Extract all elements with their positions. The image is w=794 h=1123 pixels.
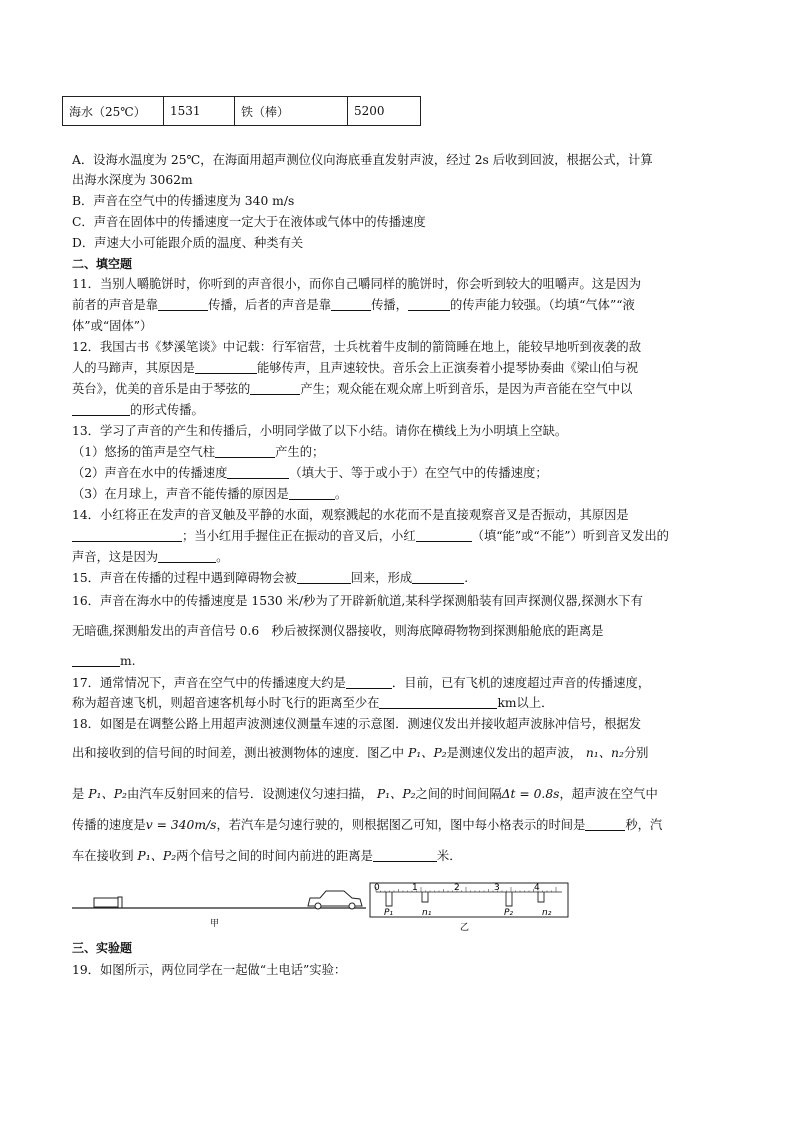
q18-line2 bbox=[72, 745, 648, 761]
q12-text: 人的马蹄声，其原因是 bbox=[72, 361, 195, 375]
pulse-label-n1: n₁ bbox=[422, 908, 432, 918]
pulse-label-p2: P₂ bbox=[504, 908, 514, 918]
q17-text: 称为超音速飞机，则超音速客机每小时飞行的距离至少在 bbox=[72, 696, 380, 710]
q15 bbox=[72, 570, 468, 586]
q11-line3: 体”或“固体”） bbox=[72, 319, 153, 333]
tick-label-4: 4 bbox=[534, 883, 540, 893]
q12-line1: 12．我国古书《梦溪笔谈》中记载：行军宿营，士兵枕着牛皮制的箭筒睡在地上，能较早地听到夜袭的敌 bbox=[72, 340, 642, 354]
answer-blank[interactable] bbox=[416, 529, 472, 542]
q12-line4 bbox=[72, 402, 204, 418]
q18-formula: v = 340m/s bbox=[145, 818, 217, 832]
q18-text: ，若汽车是匀速行驶的，则根据图乙可知，图中每小格表示的时间是 bbox=[216, 818, 586, 832]
answer-blank[interactable] bbox=[373, 849, 437, 862]
q14-line3 bbox=[72, 549, 228, 565]
q19-line1: 19．如图所示，两位同学在一起做“土电话”实验： bbox=[72, 963, 347, 977]
section-heading-experiment: 三、实验题 bbox=[72, 941, 133, 955]
figure-label-jia: 甲 bbox=[210, 919, 220, 929]
answer-blank[interactable] bbox=[346, 676, 392, 689]
q18-text: 分别 bbox=[623, 746, 649, 760]
q16-line2: 无暗礁,探测船发出的声音信号 0.6 秒后被探测仪器接收，则海底障碍物物到探测船舱底的距离是 bbox=[72, 624, 604, 638]
q13-text: （填大于、等于或小于）在空气中的传播速度； bbox=[289, 466, 548, 480]
q16-line3 bbox=[72, 653, 136, 669]
answer-blank[interactable] bbox=[408, 298, 450, 311]
answer-blank[interactable] bbox=[297, 571, 351, 584]
q10-option-a-line1: A．设海水温度为 25℃，在海面用超声测位仪向海底垂直发射声波，经过 2s 后收到回波，根据公式，计算 bbox=[72, 153, 653, 167]
q18-text: 由汽车反射回来的信号．设测速仪匀速扫描， bbox=[126, 787, 373, 801]
q15-text: 回来，形成 bbox=[350, 571, 413, 585]
table-cell: 铁（棒） bbox=[235, 97, 348, 126]
q15-text: . bbox=[464, 571, 469, 585]
q15-text: 15．声音在传播的过程中遇到障碍物会被 bbox=[72, 571, 297, 585]
q10-option-b: B．声音在空气中的传播速度为 340 m/s bbox=[72, 194, 295, 208]
q18-text: 是测速仪发出的超声波， bbox=[446, 746, 582, 760]
q18-symbol: n₁、n₂ bbox=[585, 746, 624, 760]
tick-label-0: 0 bbox=[374, 883, 380, 893]
answer-blank[interactable] bbox=[158, 298, 208, 311]
q18-text: 车在接收到 bbox=[72, 849, 134, 863]
q18-text: 之间的时间间隔 bbox=[415, 787, 502, 801]
q18-text: 两个信号之间的时间内前进的距离是 bbox=[176, 849, 373, 863]
answer-blank[interactable] bbox=[250, 382, 300, 395]
table-row bbox=[63, 97, 421, 126]
q11-text: 传播，后者的声音是靠 bbox=[208, 298, 332, 312]
q17-line2 bbox=[72, 695, 553, 711]
figure-label-yi: 乙 bbox=[460, 923, 470, 932]
q11-line2 bbox=[72, 297, 635, 313]
table-cell: 5200 bbox=[348, 97, 421, 126]
q12-line3 bbox=[72, 381, 632, 397]
q18-symbol: P₁、P₂ bbox=[88, 787, 127, 801]
answer-blank[interactable] bbox=[289, 487, 335, 500]
q18-text: 秒，汽 bbox=[625, 818, 663, 832]
section-heading-fill-blank: 二、填空题 bbox=[72, 257, 133, 271]
q16-line1: 16．声音在海水中的传播速度是 1530 米/秒为了开辟新航道,某科学探测船装有回声探测仪器,探测水下有 bbox=[72, 594, 643, 608]
q11-text: 前者的声音是靠 bbox=[72, 298, 159, 312]
q18-line5 bbox=[72, 848, 462, 864]
q11-text: 传播， bbox=[371, 298, 408, 312]
speed-gun-icon bbox=[94, 897, 122, 908]
q17-text: 17．通常情况下，声音在空气中的传播速度大约是 bbox=[72, 676, 346, 690]
q10-option-d: D．声速大小可能跟介质的温度、种类有关 bbox=[72, 236, 304, 250]
q13-line4 bbox=[72, 486, 347, 502]
answer-blank[interactable] bbox=[379, 696, 497, 709]
answer-blank[interactable] bbox=[215, 445, 275, 458]
q18-text: 米． bbox=[436, 849, 462, 863]
answer-blank[interactable] bbox=[412, 571, 464, 584]
answer-blank[interactable] bbox=[331, 298, 371, 311]
answer-blank[interactable] bbox=[158, 550, 216, 563]
q12-text: 英台》，优美的音乐是由于琴弦的 bbox=[72, 382, 251, 396]
q14-line2 bbox=[72, 528, 669, 544]
table-cell: 1531 bbox=[164, 97, 235, 126]
q12-text: 的形式传播。 bbox=[130, 403, 204, 417]
q18-line4 bbox=[72, 817, 662, 833]
q12-text: 产生；观众能在观众席上听到音乐，是因为声音能在空气中以 bbox=[300, 382, 633, 396]
q13-text: （3）在月球上，声音不能传播的原因是 bbox=[72, 487, 289, 501]
q12-line2 bbox=[72, 360, 638, 376]
answer-blank[interactable] bbox=[585, 818, 625, 831]
q13-text: （2）声音在水中的传播速度 bbox=[72, 466, 228, 480]
q18-formula: Δt = 0.8s bbox=[501, 787, 560, 801]
q13-line1: 13．学习了声音的产生和传播后，小明同学做了以下小结。请你在横线上为小明填上空缺。 bbox=[72, 424, 568, 438]
table-cell: 海水（25℃） bbox=[63, 97, 164, 126]
tick-label-1: 1 bbox=[412, 883, 418, 893]
answer-blank[interactable] bbox=[72, 403, 130, 416]
q11-line1: 11．当别人嚼脆饼时，你听到的声音很小，而你自己嚼同样的脆饼时，你会听到较大的咀嚼声。这是因为 bbox=[72, 277, 642, 291]
q18-text: ，超声波在空气中 bbox=[559, 787, 658, 801]
answer-blank[interactable] bbox=[195, 361, 257, 374]
q18-symbol: P₁、P₂ bbox=[137, 849, 177, 863]
q14-text: 。 bbox=[216, 550, 229, 564]
q18-symbol: P₁、P₂ bbox=[376, 787, 416, 801]
q12-text: 能够传声，且声速较快。音乐会上正演奏着小提琴协奏曲《梁山伯与祝 bbox=[256, 361, 639, 375]
answer-blank[interactable] bbox=[72, 529, 182, 542]
pulse-label-n2: n₂ bbox=[542, 908, 552, 918]
q18-symbol: P₁、P₂ bbox=[407, 746, 447, 760]
q17-text: ．目前，已有飞机的速度超过声音的传播速度， bbox=[391, 676, 651, 690]
q16-text: m. bbox=[120, 654, 136, 668]
speed-measurement-figure bbox=[72, 880, 572, 932]
answer-blank[interactable] bbox=[72, 654, 120, 667]
q17-line1 bbox=[72, 675, 650, 691]
q14-text: ；当小红用手握住正在振动的音叉后，小红 bbox=[182, 529, 416, 543]
q18-text: 是 bbox=[72, 787, 85, 801]
tick-label-2: 2 bbox=[454, 883, 460, 893]
q13-line3 bbox=[72, 465, 548, 481]
q13-line2 bbox=[72, 444, 324, 460]
q18-line3 bbox=[72, 786, 658, 802]
q18-text: 出和接收到的信号间的时间差，测出被测物体的速度．图乙中 bbox=[72, 746, 405, 760]
answer-blank[interactable] bbox=[227, 466, 289, 479]
q13-text: 。 bbox=[334, 487, 348, 501]
q14-text: 声音，这是因为 bbox=[72, 550, 159, 564]
tick-label-3: 3 bbox=[494, 883, 500, 893]
sound-speed-table bbox=[62, 96, 421, 126]
q18-text: 传播的速度是 bbox=[72, 818, 146, 832]
q13-text: （1）悠扬的笛声是空气柱 bbox=[72, 445, 216, 459]
q11-text: 的传声能力较强。（均填“气体”“液 bbox=[449, 298, 635, 312]
q14-line1: 14．小红将正在发声的音叉触及平静的水面，观察溅起的水花而不是直接观察音叉是否振动，其原因是 bbox=[72, 508, 629, 522]
q10-option-c: C．声音在固体中的传播速度一定大于在液体或气体中的传播速度 bbox=[72, 215, 426, 229]
car-icon bbox=[308, 891, 362, 909]
q10-option-a-line2: 出海水深度为 3062m bbox=[72, 173, 193, 187]
q18-line1: 18．如图是在调整公路上用超声波测速仪测量车速的示意图．测速仪发出并接收超声波脉冲信号，根据发 bbox=[72, 717, 642, 731]
pulse-label-p1: P₁ bbox=[384, 908, 394, 918]
q14-text: （填“能”或“不能”）听到音叉发出的 bbox=[471, 529, 669, 543]
q13-text: 产生的； bbox=[275, 445, 325, 459]
q17-text: km以上． bbox=[497, 696, 554, 710]
